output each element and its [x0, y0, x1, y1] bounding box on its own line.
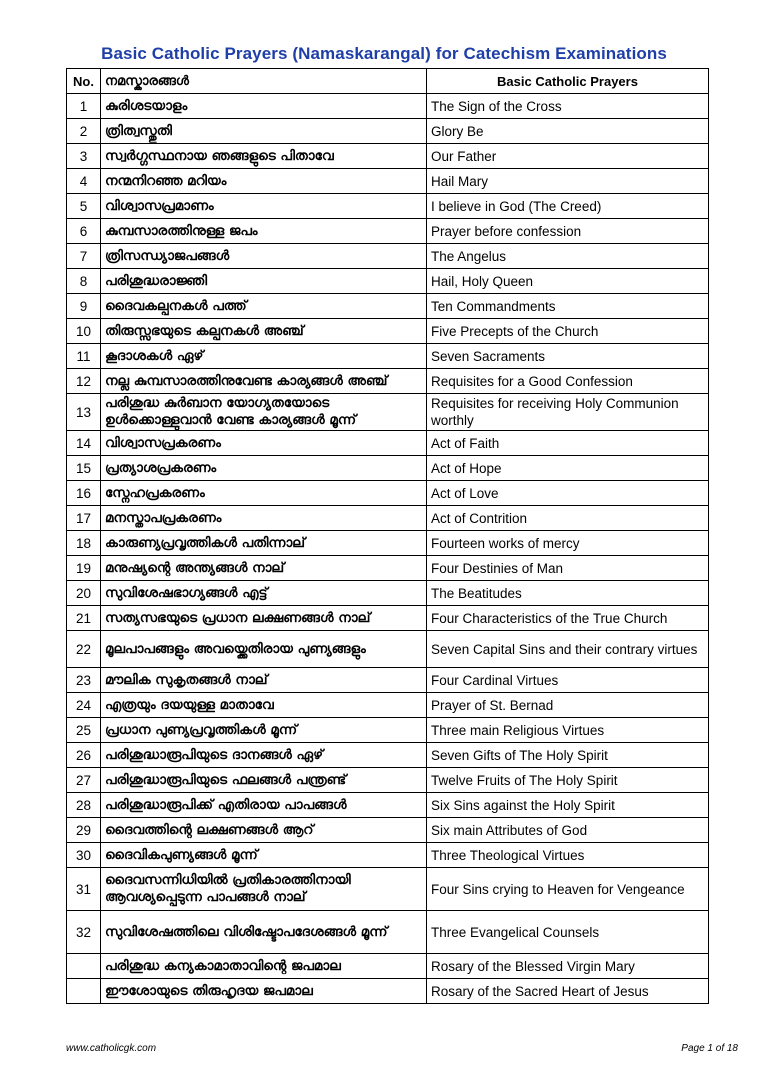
row-number: 10: [67, 319, 101, 344]
row-english-title: Seven Gifts of The Holy Spirit: [427, 743, 709, 768]
table-row: [67, 269, 709, 294]
row-number: 6: [67, 219, 101, 244]
row-number: 1: [67, 94, 101, 119]
row-malayalam-title: ഈശോയുടെ തിരുഹൃദയ ജപമാല: [101, 979, 427, 1004]
table-row: [67, 911, 709, 954]
row-number: 27: [67, 768, 101, 793]
row-malayalam-title: മൂലപാപങ്ങളും അവയ്ക്കെതിരായ പുണ്യങ്ങളും: [101, 631, 427, 668]
footer-page-number: Page 1 of 18: [681, 1043, 738, 1054]
table-row: [67, 531, 709, 556]
footer-website: www.catholicgk.com: [66, 1043, 157, 1054]
row-malayalam-title: തിരുസ്സഭയുടെ കല്പനകൾ അഞ്ച്: [101, 319, 427, 344]
row-english-title: Four Cardinal Virtues: [427, 668, 709, 693]
row-malayalam-title: മൗലിക സുകൃതങ്ങൾ നാല്: [101, 668, 427, 693]
row-number: 16: [67, 481, 101, 506]
document-title: Basic Catholic Prayers (Namaskarangal) for Catechism Examinations: [101, 44, 667, 63]
row-malayalam-title: ദൈവികപുണ്യങ്ങൾ മൂന്ന്: [101, 843, 427, 868]
row-malayalam-title: ദൈവത്തിന്റെ ലക്ഷണങ്ങൾ ആറ്: [101, 818, 427, 843]
row-number: 14: [67, 431, 101, 456]
row-english-title: Act of Love: [427, 481, 709, 506]
row-english-title: The Sign of the Cross: [427, 94, 709, 119]
row-english-title: Three Evangelical Counsels: [427, 911, 709, 954]
row-malayalam-title: മനുഷ്യന്റെ അന്ത്യങ്ങൾ നാല്: [101, 556, 427, 581]
row-number: 12: [67, 369, 101, 394]
row-malayalam-title: ദൈവസന്നിധിയിൽ പ്രതികാരത്തിനായി ആവശ്യപ്പെടുന്ന പാപങ്ങൾ നാല്: [101, 868, 427, 911]
table-row: [67, 581, 709, 606]
row-malayalam-title: പ്രധാന പുണ്യപ്രവൃത്തികൾ മൂന്ന്: [101, 718, 427, 743]
table-row: [67, 979, 709, 1004]
row-malayalam-title: ത്രിസന്ധ്യാജപങ്ങൾ: [101, 244, 427, 269]
row-english-title: Act of Faith: [427, 431, 709, 456]
table-row: [67, 344, 709, 369]
row-english-title: The Angelus: [427, 244, 709, 269]
row-number: 19: [67, 556, 101, 581]
row-malayalam-title: ത്രിത്വസ്തുതി: [101, 119, 427, 144]
table-row: [67, 119, 709, 144]
table-row: [67, 718, 709, 743]
row-number: 21: [67, 606, 101, 631]
row-english-title: Seven Capital Sins and their contrary virtues: [427, 631, 709, 668]
row-number: 28: [67, 793, 101, 818]
row-number: 9: [67, 294, 101, 319]
table-row: [67, 868, 709, 911]
row-malayalam-title: വിശ്വാസപ്രകരണം: [101, 431, 427, 456]
table-row: [67, 219, 709, 244]
table-row: [67, 768, 709, 793]
row-english-title: Hail Mary: [427, 169, 709, 194]
row-english-title: Twelve Fruits of The Holy Spirit: [427, 768, 709, 793]
row-malayalam-title: പരിശുദ്ധരാജ്ഞി: [101, 269, 427, 294]
row-malayalam-title: സ്നേഹപ്രകരണം: [101, 481, 427, 506]
table-row: [67, 793, 709, 818]
row-malayalam-title: എത്രയും ദയയുള്ള മാതാവേ: [101, 693, 427, 718]
row-number: 5: [67, 194, 101, 219]
row-malayalam-title: പ്രത്യാശപ്രകരണം: [101, 456, 427, 481]
row-english-title: Our Father: [427, 144, 709, 169]
row-english-title: Five Precepts of the Church: [427, 319, 709, 344]
table-row: [67, 556, 709, 581]
table-row: [67, 244, 709, 269]
table-row: [67, 394, 709, 431]
row-number: 15: [67, 456, 101, 481]
row-english-title: Requisites for receiving Holy Communion worthly: [427, 394, 709, 431]
row-english-title: Prayer before confession: [427, 219, 709, 244]
row-malayalam-title: പരിശുദ്ധ കന്യകാമാതാവിന്റെ ജപമാല: [101, 954, 427, 979]
header-malayalam: നമസ്കാരങ്ങൾ: [101, 69, 427, 94]
row-english-title: Rosary of the Blessed Virgin Mary: [427, 954, 709, 979]
table-row: [67, 631, 709, 668]
table-row: [67, 144, 709, 169]
table-row: [67, 319, 709, 344]
row-number: 22: [67, 631, 101, 668]
row-malayalam-title: ദൈവകല്പനകൾ പത്ത്: [101, 294, 427, 319]
row-malayalam-title: സുവിശേഷത്തിലെ വിശിഷ്ടോപദേശങ്ങൾ മൂന്ന്: [101, 911, 427, 954]
row-malayalam-title: പരിശുദ്ധാരൂപിയുടെ ഫലങ്ങൾ പന്ത്രണ്ട്: [101, 768, 427, 793]
row-english-title: I believe in God (The Creed): [427, 194, 709, 219]
row-number: 8: [67, 269, 101, 294]
row-english-title: Seven Sacraments: [427, 344, 709, 369]
row-english-title: Six Sins against the Holy Spirit: [427, 793, 709, 818]
table-row: [67, 456, 709, 481]
table-row: [67, 169, 709, 194]
row-english-title: Prayer of St. Bernad: [427, 693, 709, 718]
table-row: [67, 94, 709, 119]
row-number: 20: [67, 581, 101, 606]
row-number: 26: [67, 743, 101, 768]
row-english-title: Six main Attributes of God: [427, 818, 709, 843]
row-number: 32: [67, 911, 101, 954]
row-number: 18: [67, 531, 101, 556]
header-english: Basic Catholic Prayers: [427, 69, 709, 94]
row-number: [67, 979, 101, 1004]
row-english-title: Three main Religious Virtues: [427, 718, 709, 743]
table-row: [67, 743, 709, 768]
row-number: 11: [67, 344, 101, 369]
table-body: [67, 94, 709, 1004]
row-english-title: Requisites for a Good Confession: [427, 369, 709, 394]
row-english-title: Act of Hope: [427, 456, 709, 481]
table-row: [67, 668, 709, 693]
table-row: [67, 506, 709, 531]
row-number: [67, 954, 101, 979]
row-malayalam-title: നന്മനിറഞ്ഞ മറിയം: [101, 169, 427, 194]
row-english-title: Fourteen works of mercy: [427, 531, 709, 556]
row-number: 31: [67, 868, 101, 911]
table-header-row: [67, 69, 709, 94]
table-row: [67, 431, 709, 456]
row-number: 17: [67, 506, 101, 531]
table-row: [67, 606, 709, 631]
row-malayalam-title: കുമ്പസാരത്തിനുള്ള ജപം: [101, 219, 427, 244]
row-number: 23: [67, 668, 101, 693]
row-english-title: Glory Be: [427, 119, 709, 144]
row-malayalam-title: പരിശുദ്ധ കുർബാന യോഗ്യതയോടെ ഉൾക്കൊള്ളുവാൻ വേണ്ട കാര്യങ്ങൾ മൂന്ന്: [101, 394, 427, 431]
row-malayalam-title: നല്ല കുമ്പസാരത്തിനുവേണ്ട കാര്യങ്ങൾ അഞ്ച്: [101, 369, 427, 394]
row-english-title: Four Sins crying to Heaven for Vengeance: [427, 868, 709, 911]
row-number: 4: [67, 169, 101, 194]
row-malayalam-title: സ്വർഗ്ഗസ്ഥനായ ഞങ്ങളുടെ പിതാവേ: [101, 144, 427, 169]
row-english-title: The Beatitudes: [427, 581, 709, 606]
row-english-title: Rosary of the Sacred Heart of Jesus: [427, 979, 709, 1004]
row-number: 30: [67, 843, 101, 868]
table-row: [67, 481, 709, 506]
row-malayalam-title: മനസ്താപപ്രകരണം: [101, 506, 427, 531]
row-english-title: Three Theological Virtues: [427, 843, 709, 868]
row-malayalam-title: കൂദാശകൾ ഏഴ്: [101, 344, 427, 369]
row-malayalam-title: വിശ്വാസപ്രമാണം: [101, 194, 427, 219]
row-number: 13: [67, 394, 101, 431]
table-row: [67, 294, 709, 319]
row-number: 29: [67, 818, 101, 843]
row-malayalam-title: പരിശുദ്ധാരൂപിയുടെ ദാനങ്ങൾ ഏഴ്: [101, 743, 427, 768]
row-malayalam-title: സുവിശേഷഭാഗ്യങ്ങൾ എട്ട്: [101, 581, 427, 606]
row-malayalam-title: സത്യസഭയുടെ പ്രധാന ലക്ഷണങ്ങൾ നാല്: [101, 606, 427, 631]
table-row: [67, 843, 709, 868]
row-english-title: Four Characteristics of the True Church: [427, 606, 709, 631]
header-no: No.: [67, 69, 101, 94]
table-row: [67, 954, 709, 979]
row-number: 2: [67, 119, 101, 144]
row-number: 3: [67, 144, 101, 169]
row-english-title: Four Destinies of Man: [427, 556, 709, 581]
row-english-title: Act of Contrition: [427, 506, 709, 531]
row-malayalam-title: കുരിശടയാളം: [101, 94, 427, 119]
row-malayalam-title: പരിശുദ്ധാരൂപിക്ക് എതിരായ പാപങ്ങൾ: [101, 793, 427, 818]
row-english-title: Hail, Holy Queen: [427, 269, 709, 294]
row-number: 25: [67, 718, 101, 743]
table-row: [67, 369, 709, 394]
table-row: [67, 194, 709, 219]
table-row: [67, 818, 709, 843]
row-malayalam-title: കാരുണ്യപ്രവൃത്തികൾ പതിന്നാല്: [101, 531, 427, 556]
prayers-table: [66, 68, 709, 1004]
row-english-title: Ten Commandments: [427, 294, 709, 319]
row-number: 24: [67, 693, 101, 718]
row-number: 7: [67, 244, 101, 269]
table-row: [67, 693, 709, 718]
